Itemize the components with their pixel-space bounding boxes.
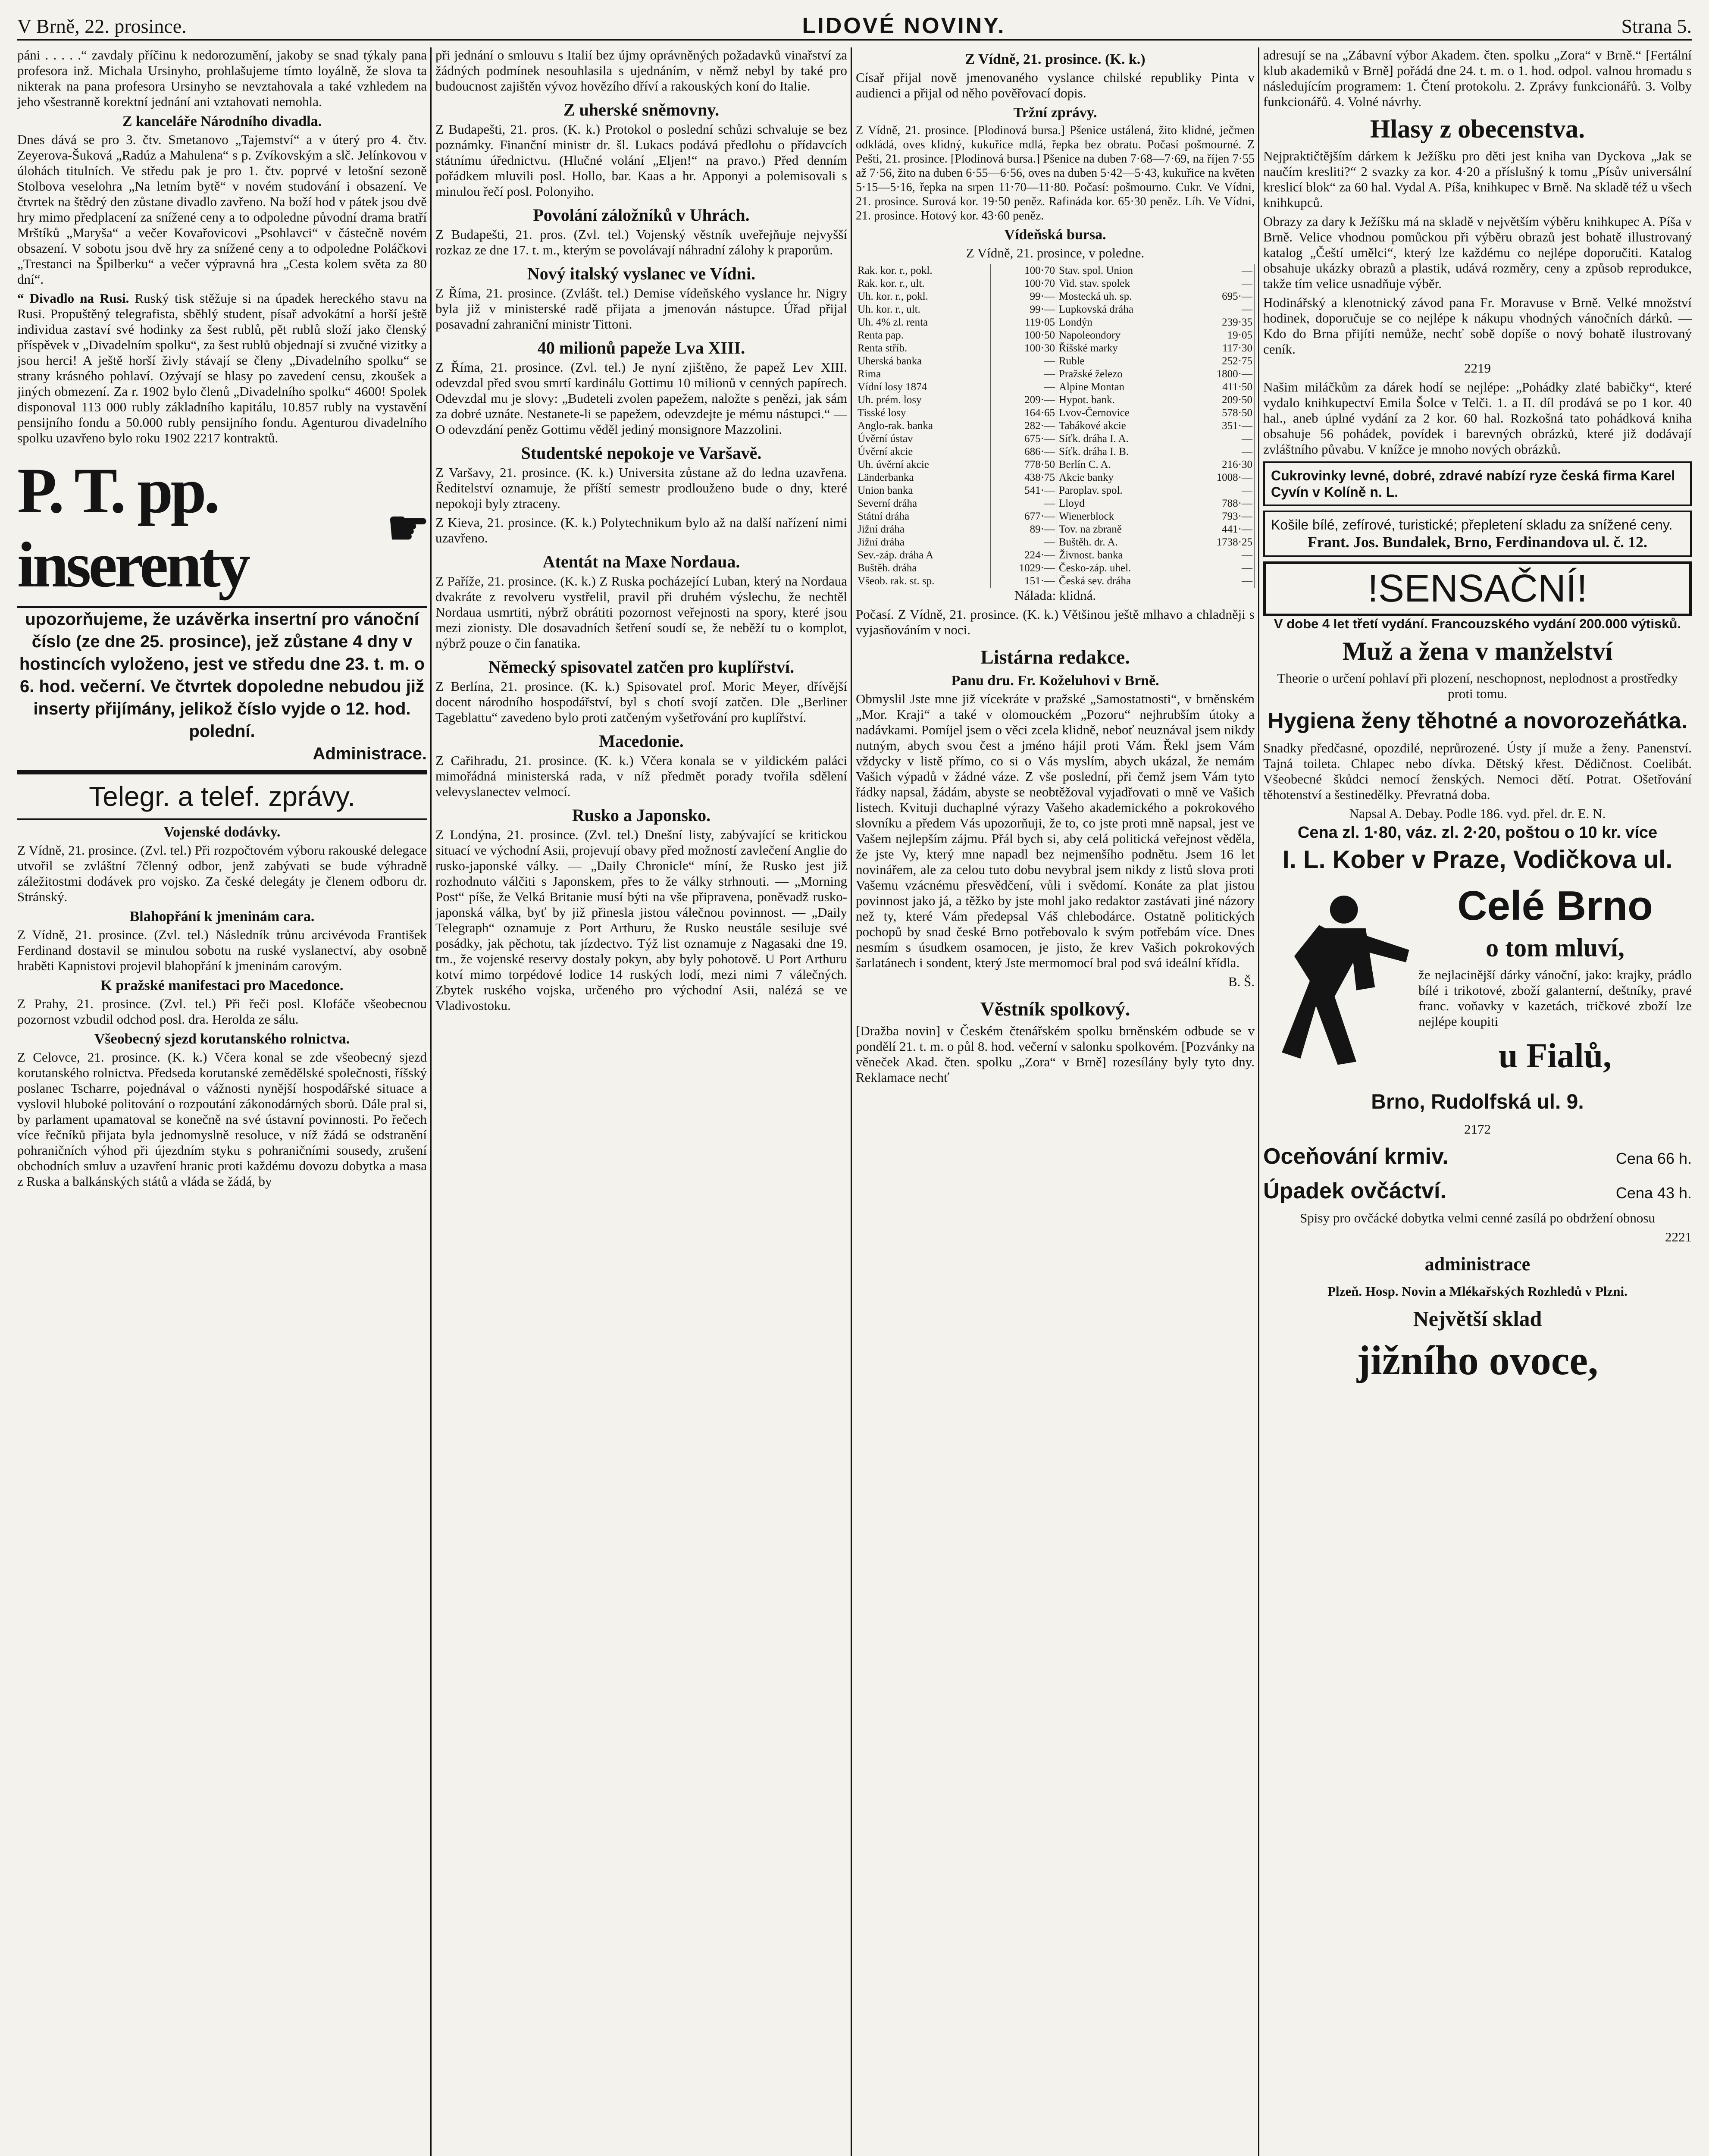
table-cell: Lvov-Černovice [1057, 407, 1188, 420]
table-cell: 441·— [1188, 523, 1254, 536]
napsal: Napsal A. Debay. Podle 186. vyd. přel. dr. E. N. [1349, 806, 1606, 821]
table-cell: Anglo-rak. banka [856, 420, 990, 432]
table-cell: 19·05 [1188, 329, 1254, 342]
table-row [856, 407, 1255, 420]
column-4 [1263, 47, 1692, 2156]
headline-blaho: Blahopřání k jmeninám cara. [129, 909, 315, 924]
table-cell: 100·70 [990, 264, 1057, 277]
ad-hygiena: Hygiena ženy těhotné a novorozeňátka. [1268, 708, 1687, 733]
headline-uher: Z uherské sněmovny. [563, 100, 720, 119]
table-cell: Tabákové akcie [1057, 420, 1188, 432]
table-cell: Akcie banky [1057, 471, 1188, 484]
article-rusi [17, 291, 427, 446]
plzen: Plzeň. Hosp. Novin a Mlékařských Rozhledů v Plzni. [1327, 1284, 1628, 1299]
headline-sjezd: Všeobecný sjezd korutanského rolnictva. [94, 1031, 350, 1047]
table-cell: Česko-záp. uhel. [1057, 562, 1188, 575]
ad-number-2221: 2221 [1665, 1229, 1692, 1244]
headline-atentat: Atentát na Maxe Nordaua. [542, 552, 740, 571]
table-cell: Berlín C. A. [1057, 458, 1188, 471]
table-cell: 541·— [990, 484, 1057, 497]
sensace-sub: V dobe 4 let třetí vydání. Francouzského vydání 200.000 výtisků. [1274, 616, 1681, 631]
table-cell: — [1188, 562, 1254, 575]
table-row [856, 484, 1255, 497]
table-cell: 100·50 [990, 329, 1057, 342]
notice-signature: Administrace. [313, 744, 427, 763]
table-row [856, 355, 1255, 368]
ad-number-2172: 2172 [1464, 1122, 1491, 1137]
headline-vojenske: Vojenské dodávky. [163, 824, 281, 840]
table-row [856, 445, 1255, 458]
table-cell: 1800·— [1188, 368, 1254, 381]
headline-rusko: Rusko a Japonsko. [572, 805, 711, 825]
insert-notice: upozorňujeme, že uzávěrka insertní pro vánoční číslo (ze dne 25. prosince), jež zůstane 4 dny v hostincích vyloženo, jest ve středu dne 23. t. m. o 6. hod. večerní. Ve čtvrtek dopoledne nebudou již inserty přijímány, jelikož číslo vyjde o 12. hod. polední. [19, 610, 425, 741]
table-row [856, 381, 1255, 394]
fialu-address: Brno, Rudolfská ul. 9. [1371, 1091, 1584, 1113]
table-cell: Severní dráha [856, 497, 990, 510]
table-cell: Uh. kor. r., ult. [856, 303, 990, 316]
table-cell: Živnost. banka [1057, 549, 1188, 562]
headline-hlasy: Hlasy z obecenstva. [1370, 115, 1585, 143]
jizniho-ovoce: jižního ovoce, [1357, 1337, 1598, 1383]
table-cell: — [1188, 549, 1254, 562]
article-manif: Z Prahy, 21. prosince. (Zvl. tel.) Při řeči posl. Klofáče všeobecnou pozornost vzbudil odchod posl. dra. Herolda ze sálu. [17, 996, 427, 1027]
table-cell: Rak. kor. r., pokl. [856, 264, 990, 277]
pt-inserenty-banner [17, 449, 427, 608]
table-row [856, 303, 1255, 316]
running-man-icon [1263, 886, 1418, 1076]
table-cell: Tov. na zbraně [1057, 523, 1188, 536]
table-cell: Lloyd [1057, 497, 1188, 510]
table-cell: — [1188, 303, 1254, 316]
ocenovani-title: Oceňování krmiv. [1263, 1144, 1449, 1169]
column-3 [856, 47, 1255, 2156]
nejvetsi-sklad: Největší sklad [1413, 1307, 1542, 1331]
article-sjezd: Z Celovce, 21. prosince. (K. k.) Včera konal se zde všeobecný sjezd korutanského rolnictva. Předseda korutanské zemědělské společnosti, říšský poslanec Tscharre, pojednával o vážnosti nynější hospodářské situace a vyslovil hluboké politování o rozpoutání zákonodárných sborů. Dále pral si, by parlament upamatoval se konečně na své ústavní povinnosti. Po řečech více řečníků přijata byla jednomyslně resoluce, v níž žádá se odstranění pohraničních výhod při újezdním styku s pohraničními sousedy, zrušení obchodních smluv a uzavření hranic proti každému dovozu dobytka a masa z Ruska a balkánských států a vláda se žádá, by [17, 1050, 427, 1189]
headline-vestnik: Věstník spolkový. [980, 998, 1130, 1020]
headline-povolani: Povolání záložníků v Uhrách. [533, 205, 750, 225]
table-cell: Úvěrní akcie [856, 445, 990, 458]
headline-viden-bursa: Vídeňská bursa. [1004, 227, 1106, 243]
rusi-title: “ Divadlo na Rusi. [17, 291, 129, 306]
table-cell: Napoleondory [1057, 329, 1188, 342]
article-vidne: Císař přijal nově jmenovaného vyslance chilské republiky Pinta v audienci a přijal od něho pověřovací dopis. [856, 70, 1255, 100]
rusi-text: Ruský tisk stěžuje si na úpadek hereckého stavu na Rusi. Propuštěný telegrafista, sběhlý student, písař advokátní a horší ještě individua zastaví své hodinky za šest rublů, pět rublů složí jako členský příspěvek v „Divadelním spolku“, za šest rublů objednají si zvučné vizitky a jsou herci! A ještě horší živly stávají se členy „Divadelního spolku“ se strany krásného pohlaví. Ozývají se hlasy po zavedení censu, zkoušek a jiných obmezení. Za r. 1902 bylo členů „Divadelního spolku“ 4600! Spolek disponoval 113 000 rubly základního kapitálu, 10.857 rubly na vystavění pensijního fondu a 50.000 rubly pensijního fondu. Agenturou divadelního spolku uzavřeno bylo roku 1902 2217 kontraktů. [17, 291, 427, 445]
table-row [856, 264, 1255, 277]
headline-macedonie: Macedonie. [599, 731, 684, 751]
hlasy-4: Našim miláčkům za dárek hodí se nejlépe: „Pohádky zlaté babičky“, které vydalo knihkupectví Emila Šolce v Telči. 1. a II. díl prodává se po 1 kor. 40 hal., aneb úplné vydání za 2 kor. 60 hal. Rozkošná tato pohádková kniha obsahuje 56 pohádek, povídek i barevných obrázků, které již dodávají zvláštního půvabu. V knížce je mnoho nových obrázků. [1263, 379, 1692, 457]
table-cell: 351·— [1188, 420, 1254, 432]
table-cell: 89·— [990, 523, 1057, 536]
table-cell: 151·— [990, 575, 1057, 588]
table-cell: Síťk. dráha I. A. [1057, 432, 1188, 445]
listarna-addressee: Panu dru. Fr. Koželuhovi v Brně. [951, 673, 1159, 689]
upadek-title: Úpadek ovčáctví. [1263, 1178, 1446, 1203]
table-cell: 778·50 [990, 458, 1057, 471]
table-row [856, 290, 1255, 303]
headline-trzni: Tržní zprávy. [1013, 105, 1097, 121]
table-cell: — [990, 368, 1057, 381]
table-cell: — [990, 536, 1057, 549]
table-cell: 100·30 [990, 342, 1057, 355]
article-kiev: Z Kieva, 21. prosince. (K. k.) Polytechnikum bylo až na další nařízení nimi uzavřeno. [435, 515, 847, 545]
table-cell: 686·— [990, 445, 1057, 458]
table-cell: 282·— [990, 420, 1057, 432]
ad-cukrovinky: Cukrovinky levné, dobré, zdravé nabízí ryze česká firma Karel Cyvín v Kolíně n. L. [1263, 461, 1692, 506]
table-cell: — [1188, 445, 1254, 458]
table-cell: Mostecká uh. sp. [1057, 290, 1188, 303]
table-cell: 224·— [990, 549, 1057, 562]
article-cont: při jednání o smlouvu s Italií bez újmy oprávněných požadavků vinařství za žádných podmínek nesouhlasila s ujednáním, v němž nebyl by také pro budoucnost zajištěn vývoz hovězího dříví a rakouských koní do Italie. [435, 47, 847, 94]
table-row [856, 277, 1255, 290]
ad-sensace: !SENSAČNÍ! [1263, 561, 1692, 616]
table-cell: 252·75 [1188, 355, 1254, 368]
table-cell: Wienerblock [1057, 510, 1188, 523]
hlasy-3: Hodinářský a klenotnický závod pana Fr. Moravuse v Brně. Velké množství hodinek, doporučuje se co nejlépe k nákupu vhodných vánočních dárků. — Kdo do Brna přijíti nemůže, nechť sobě dopíše o nový bohatě ilustrovaný ceník. [1263, 295, 1692, 357]
ad-kosile [1263, 511, 1692, 557]
article-uher: Z Budapešti, 21. pros. (K. k.) Protokol o poslední schůzi schvaluje se bez poznámky. Finanční ministr dr. šl. Lukacs podává předlohu o přídavcích státnímu úřednictvu. (Hlučné volání „Eljen!“ na pravo.) Před denním pořádkem mluvili posl. Hollo, bar. Kaas a hr. Apponyi a polemisovali s minulou řečí posl. Polonyiho. [435, 122, 847, 199]
ad-number: 2219 [1464, 360, 1491, 376]
table-cell: 438·75 [990, 471, 1057, 484]
table-cell: 164·65 [990, 407, 1057, 420]
table-cell: Rak. kor. r., ult. [856, 277, 990, 290]
table-cell: — [990, 497, 1057, 510]
article-studentske: Z Varšavy, 21. prosince. (K. k.) Universita zůstane až do ledna uzavřena. Ředitelství oznamuje, že příští semestr prodlouženo bude o dny, které nepokoji byly ztraceny. [435, 465, 847, 511]
ad-kober: I. L. Kober v Praze, Vodičkova ul. [1282, 846, 1673, 874]
table-cell: 793·— [1188, 510, 1254, 523]
pt-title: P. T. pp. inserenty [17, 455, 248, 601]
masthead: LIDOVÉ NOVINY. [802, 13, 1006, 38]
table-cell: 216·30 [1188, 458, 1254, 471]
article-vojenske: Z Vídně, 21. prosince. (Zvl. tel.) Při rozpočtovém výboru rakouské delegace utvořil se zvláštní 7členný odbor, jenž zabývati se bude výhradně záležitostmi dodávek pro vojsko. Za české delegáty je členem odboru dr. Stránský. [17, 843, 427, 904]
administrace: administrace [1424, 1253, 1531, 1275]
article-miliony: Z Říma, 21. prosince. (Zvl. tel.) Je nyní zjištěno, že papež Lev XIII. odevzdal před svou smrtí kardinálu Gottimu 10 milionů v cenných papírech. Odevzdal mu je slovy: „Budeteli zvolen papežem, naložte s penězi, jak sám za dobré uznáte. Nestanete-li se papežem, odevzdejte je mému nástupci.“ — O odevzdání peněz Gottimu věděl jediný monsignore Mazzolini. [435, 360, 847, 437]
table-cell: 209·— [990, 394, 1057, 407]
table-cell: Stav. spol. Union [1057, 264, 1188, 277]
table-cell: Uh. úvěrní akcie [856, 458, 990, 471]
telegr-heading: Telegr. a telef. zprávy. [17, 770, 427, 820]
headline-miliony: 40 milionů papeže Lva XIII. [537, 338, 745, 357]
article-macedonie: Z Cařihradu, 21. prosince. (K. k.) Včera konala se v yildickém paláci mimořádná ministerská rada, v níž předmět porady tvořila sdělení velevyslanectev velmocí. [435, 753, 847, 799]
table-row [856, 510, 1255, 523]
headline-manif: K pražské manifestaci pro Macedonce. [100, 978, 344, 993]
table-cell: Říšské marky [1057, 342, 1188, 355]
article-blaho: Z Vídně, 21. prosince. (Zvl. tel.) Následník trůnu arcivévoda František Ferdinand dostavil se minulou sobotu na ruské vyslanectví, aby osobně hraběti Kapnistovi projevil blahopřání k jmeninám carovým. [17, 927, 427, 973]
table-cell: 411·50 [1188, 381, 1254, 394]
article-pocasi: Počasí. Z Vídně, 21. prosince. (K. k.) Většinou ještě mlhavo a chladněji s vyjasňováním v noci. [856, 607, 1255, 637]
table-row [856, 394, 1255, 407]
table-row [856, 420, 1255, 432]
headline-listarna: Listárna redakce. [980, 646, 1130, 668]
table-cell: 675·— [990, 432, 1057, 445]
table-cell: Uh. 4% zl. renta [856, 316, 990, 329]
table-row [856, 342, 1255, 355]
muz-sub: Theorie o určení pohlaví při plození, neschopnost, neplodnost a prostředky proti tomu. [1277, 671, 1678, 701]
article-trzni: Z Vídně, 21. prosince. [Plodinová bursa.] Pšenice ustálená, žito klidné, ječmen odkládá, oves klidný, kukuřice mdlá, řepka bez obratu. Počasí pošmourné. Z Pešti, 21. prosince. [Plodinová bursa.] Pšenice na duben 7·68—7·69, na říjen 7·55 až 7·56, žito na duben 6·55—6·56, oves na duben 5·42—5·43, kukuřice na květen 5·15—5·16, řepka na srpen 11·70—11·80. Počasí: pošmourno. Cukr. Ve Vídni, 21. prosince. Surová kor. 19·50 peněz. Rafináda kor. 65·30 peněz. Líh. Ve Vídni, 21. prosince. Hotový kor. 43·60 peněz. [856, 124, 1255, 222]
column-rule [851, 47, 852, 2156]
table-row [856, 536, 1255, 549]
kosile-text: Košile bílé, zefírové, turistické; přepletení skladu za snížené ceny. [1271, 517, 1673, 533]
brno-text: že nejlacinější dárky vánoční, jako: krajky, prádlo bílé i trikotové, zboží galanterní, deštníky, pravé franc. voňavky v kazetách, tričkové zboží lze nejlépe koupiti [1418, 967, 1692, 1029]
table-cell: Všeob. rak. st. sp. [856, 575, 990, 588]
table-cell: 99·— [990, 290, 1057, 303]
article-top: adresují se na „Zábavní výbor Akadem. čten. spolku „Zora“ v Brně.“ [Fertální klub akademiků v Brně] pořádá dne 24. t. m. o 1. hod. odpol. valnou hromadu s následujícím programem: 1. Čtení protokolu. 2. Zprávy funkcionářů. 3. Volby funkcionářů. 4. Volné návrhy. [1263, 47, 1692, 109]
table-cell: Jižní dráha [856, 536, 990, 549]
table-cell: Státní dráha [856, 510, 990, 523]
table-cell: Alpine Montan [1057, 381, 1188, 394]
table-row [856, 523, 1255, 536]
o-tom-mluvi: o tom mluví, [1486, 934, 1624, 962]
table-row [856, 432, 1255, 445]
spisy: Spisy pro ovčácké dobytka velmi cenné zasílá po obdržení obnosu [1300, 1210, 1655, 1225]
table-cell: — [990, 381, 1057, 394]
table-cell: Síťk. dráha I. B. [1057, 445, 1188, 458]
table-row [856, 549, 1255, 562]
table-cell: Paroplav. spol. [1057, 484, 1188, 497]
table-cell: Úvěrní ústav [856, 432, 990, 445]
table-cell: — [1188, 432, 1254, 445]
article-listarna: Obmyslil Jste mne již vícekráte v pražské „Samostatnosti“, v brněnském „Mor. Kraji“ a také v olomouckém „Pozoru“ nejhrubším útoky a nadávkami. Pomíjel jsem o věci zcela klidně, neboť neuznával jsem nikdy nutným, abych svou čest a jméno hájil proti Vám. Řekl jsem Vám vždycky v listě přímo, co si o Vás myslím, abych ukázal, že nemám Vašich výpadů v žádné váze. Z vše poslední, při čemž jsem Vám tyto řádky napsal, žádám, abyste se neobtěžoval vyjadřovati o mně ve Vašich listech. Kvituji duchaplné výrazy Vašeho akademického a pokrokového slovníku a předem Vás upozorňuji, že to, co jste proti mně napsal, jest ve Vašem nejlepším zájmu. Přál bych si, aby celá politická veřejnost věděla, že jste Vy, který mne napadl bez nejmenšího podnětu. Jsem 16 let novinářem, ale za celou tuto dobu nevybral jsem nikdy z listů slova proti Vašemu vzácnému přesvědčení, vůli i svědomí. Konáte za plat jistou povinnost jako já, a těžko by jste mohl jako redaktor zastávati jiné názory než ty, které Vám předepsal Váš chlebodárce. Ostatně politických pochopů by snad české Brno potřebovalo k svým potřebám více. Dnes nesmím s úsudkem osamocen, je jisto, že krev Vašich pokrokových šarlatánech i sondent, který Jste mermomocí bral pod svá ideální křídla. [856, 691, 1255, 970]
table-cell: Sev.-záp. dráha A [856, 549, 990, 562]
table-row [856, 316, 1255, 329]
column-rule [1258, 47, 1259, 2156]
table-cell: Uh. prém. losy [856, 394, 990, 407]
cele-brno-title: Celé Brno [1457, 883, 1653, 929]
table-cell: 209·50 [1188, 394, 1254, 407]
table-cell: 119·05 [990, 316, 1057, 329]
table-cell: 677·— [990, 510, 1057, 523]
headline-novy: Nový italský vyslanec ve Vídni. [527, 264, 756, 283]
u-fialu: u Fialů, [1498, 1037, 1612, 1075]
article-intro: páni . . . . .“ zavdaly příčinu k nedorozumění, jakoby se snad týkaly pana profesora inž. Michala Ursinyho, prohlašujeme tímto loyálně, že slova ta nikterak na pana profesora Ursinyho se nevztahovala a také vzhledem na jeho všestranně korektní jednání ani vztahovati nemohla. [17, 47, 427, 109]
hlasy-2: Obrazy za dary k Ježíšku má na skladě v největším výběru knihkupec A. Píša v Brně. Velice vhodnou pomůckou při výběru obrazů jest bohatě illustrovaný katalog „Čeští umělci“, který lze každému co nejlépe doporučiti. Katalog obsahuje ukázky obrazů a plastik, udává rozměry, ceny a způsob reprodukce, takže tím velice usnadňuje výběr. [1263, 214, 1692, 291]
table-cell: Buštěh. dráha [856, 562, 990, 575]
table-cell: Pražské železo [1057, 368, 1188, 381]
table-cell: — [1188, 484, 1254, 497]
table-cell: Hypot. bank. [1057, 394, 1188, 407]
table-cell: Londýn [1057, 316, 1188, 329]
table-cell: Renta stříb. [856, 342, 990, 355]
table-cell: 578·50 [1188, 407, 1254, 420]
article-vestnik: [Dražba novin] v Českém čtenářském spolku brněnském odbude se v pondělí 21. t. m. o půl 8. hod. večerní v salonku spolkovém. [Pozvánky na věneček Akad. čten. spolku „Zora“ v Brně] rozesílány byly tyto dny. Reklamace nechť [856, 1023, 1255, 1085]
table-cell: 239·35 [1188, 316, 1254, 329]
table-cell: Česká sev. dráha [1057, 575, 1188, 588]
table-cell: Länderbanka [856, 471, 990, 484]
article-novy: Z Říma, 21. prosince. (Zvlášt. tel.) Demise vídeňského vyslance hr. Nigry byla již v ministerské radě přijata a jmenován nástupce. Úřad přijal posavadní zahraniční ministr Tittoni. [435, 285, 847, 332]
table-cell: Uh. kor. r., pokl. [856, 290, 990, 303]
article-atentat: Z Paříže, 21. prosince. (K. k.) Z Ruska pocházející Luban, který na Nordaua dvakráte z revolveru vystřelil, pravil při druhém výslechu, že nechtěl Nordaua usmrtiti, nýbrž obrátiti pozornost veřejnosti na spory, které jsou mezi zionisty. Dle dosavadních šetření soudí se, že neběží tu o komplot, nýbrž pouze o čin fanatika. [435, 573, 847, 651]
table-cell: — [1188, 575, 1254, 588]
upadek-price: Cena 43 h. [1615, 1184, 1692, 1202]
table-cell: Ruble [1057, 355, 1188, 368]
bursa-table [856, 264, 1255, 588]
table-cell: 1008·— [1188, 471, 1254, 484]
table-cell: Renta pap. [856, 329, 990, 342]
table-cell: 117·30 [1188, 342, 1254, 355]
table-row [856, 368, 1255, 381]
table-row [856, 497, 1255, 510]
ocenovani-price: Cena 66 h. [1615, 1150, 1692, 1167]
ad-cele-brno [1263, 879, 1692, 1083]
article-rusko: Z Londýna, 21. prosince. (Zvl. tel.) Dnešní listy, zabývající se kritickou situací ve východní Asii, projevují obavy před možností zavlečení Anglie do rusko-japonské války. — „Daily Chronicle“ míní, že Rusko jest již rozhodnuto válčiti s Japonskem, přes to že války strhnouti. — „Morning Post“ píše, že Velká Britanie musí býti na vše připravena, poněvadž rusko-japonská válka, byť by již přinesla jistou válečnou povinnost. — „Daily Telegraph“ oznamuje z Port Arthuru, že Rusko neustále sesiluje své posádky, jak pěchotu, tak jízdectvo. Týž list oznamuje z Nagasaki dne 19. tm., že vojenské reservy dostaly pokyn, aby byly pohotově. U Port Arthuru kotví mimo torpédové lodice 14 ruských lodí, mezi nimi 7 válečných. Zbytek ruského vojska, určeného pro východní Asii, nalézá se ve Vladivostoku. [435, 827, 847, 1013]
table-cell: Union banka [856, 484, 990, 497]
page-number: Strana 5. [1621, 15, 1692, 37]
table-cell: — [990, 355, 1057, 368]
table-row [856, 458, 1255, 471]
table-row [856, 471, 1255, 484]
article-divadlo: Dnes dává se pro 3. čtv. Smetanovo „Tajemství“ a v úterý pro 4. čtv. Zeyerova-Šuková „Radúz a Mahulena“ s p. Zvíkovským a slč. Jelínkovou v úlohách titulních. Ve středu pak je pro 1. čtv. poprvé v letošní sezoně Stolbova veselohra „Na letním bytě“ v novém studování i obsazení. Ve čtvrtek na štědrý den zůstane divadlo zavřeno. Na boží hod v pátek jsou dvě hry mimo předplacení za snížené ceny a to odpoledne původní drama bratří Mrštíků „Maryša“ a večer Kovařovicovi „Psohlavci“ v částečně novém obsazení. V sobotu jsou dvě hry za snížené ceny a to odpoledne Poláčkovi „Trestanci na Špilberku“ a večer výpravná hra „Cesta kolem světa za 80 dní“. [17, 132, 427, 287]
column-2 [435, 47, 847, 2156]
table-cell: Buštěh. dr. A. [1057, 536, 1188, 549]
table-cell: 1029·— [990, 562, 1057, 575]
table-cell: 695·— [1188, 290, 1254, 303]
table-cell: Vídní losy 1874 [856, 381, 990, 394]
bursa-subtitle: Z Vídně, 21. prosince, v poledne. [966, 245, 1145, 260]
newspaper-page [17, 13, 1692, 2156]
table-cell: Tisské losy [856, 407, 990, 420]
table-row [856, 575, 1255, 588]
cena: Cena zl. 1·80, váz. zl. 2·20, poštou o 10 kr. více [1297, 824, 1658, 842]
hygiena-sub: Snadky předčasné, opozdilé, neprůrozené. Ústy jí muže a ženy. Panenství. Tajná toileta. Chlapec nebo dívka. Dětský křest. Dědičnost. Coelibát. Všeobecné škůdci nemocí ženských. Nemoci dětí. Potrat. Ošetřování těhotenství a šestinedělky. Převratná doba. [1263, 740, 1692, 802]
table-row [856, 329, 1255, 342]
headline-kancelare: Z kanceláře Národního divadla. [122, 113, 322, 129]
column-1 [17, 47, 427, 2156]
column-rule [430, 47, 432, 2156]
listarna-signature: B. Š. [1228, 974, 1255, 989]
table-cell: Rima [856, 368, 990, 381]
table-cell: Lupkovská dráha [1057, 303, 1188, 316]
table-cell: 1738·25 [1188, 536, 1254, 549]
header-date: V Brně, 22. prosince. [17, 15, 187, 37]
table-cell: 788·— [1188, 497, 1254, 510]
pointing-hand-icon: ☛ [387, 501, 427, 555]
headline-vidne: Z Vídně, 21. prosince. (K. k.) [965, 51, 1146, 67]
table-cell: Jižní dráha [856, 523, 990, 536]
table-row [856, 562, 1255, 575]
page-header [17, 13, 1692, 41]
table-cell: — [1188, 277, 1254, 290]
table-cell: — [1188, 264, 1254, 277]
table-cell: 100·70 [990, 277, 1057, 290]
hlasy-1: Nejpraktičtějším dárkem k Ježíšku pro děti jest kniha van Dyckova „Jak se naučím kresliti?“ 2 svazky za kor. 4·20 a příslušný k tomu „Písův universální kreslicí blok“ za 60 hal. Vydal A. Píša, knihkupec v Brně. Na skladě též u všech knihkupců. [1263, 148, 1692, 210]
article-nemecky: Z Berlína, 21. prosince. (K. k.) Spisovatel prof. Moric Meyer, dřívější docent národního hospodářství, byl s chotí svojí zatčen. Dle „Berliner Tageblattu“ zavedeno bylo proti zatčeným vyšetřování pro kuplířství. [435, 679, 847, 725]
table-cell: Uherská banka [856, 355, 990, 368]
table-cell: Vid. stav. spolek [1057, 277, 1188, 290]
headline-nemecky: Německý spisovatel zatčen pro kuplířství. [488, 657, 795, 677]
table-cell: 99·— [990, 303, 1057, 316]
ad-muz-zena: Muž a žena v manželství [1342, 637, 1613, 665]
bursa-foot: Nálada: klidná. [1014, 588, 1096, 603]
article-povolani: Z Budapešti, 21. pros. (Zvl. tel.) Vojenský věstník uveřejňuje nejvyšší rozkaz ze dne 17. t. m., kterým se povolávají náhradní zálohy k praporům. [435, 227, 847, 257]
headline-studentske: Studentské nepokoje ve Varšavě. [521, 443, 762, 463]
kosile-address: Frant. Jos. Bundalek, Brno, Ferdinandova ul. č. 12. [1307, 533, 1648, 551]
